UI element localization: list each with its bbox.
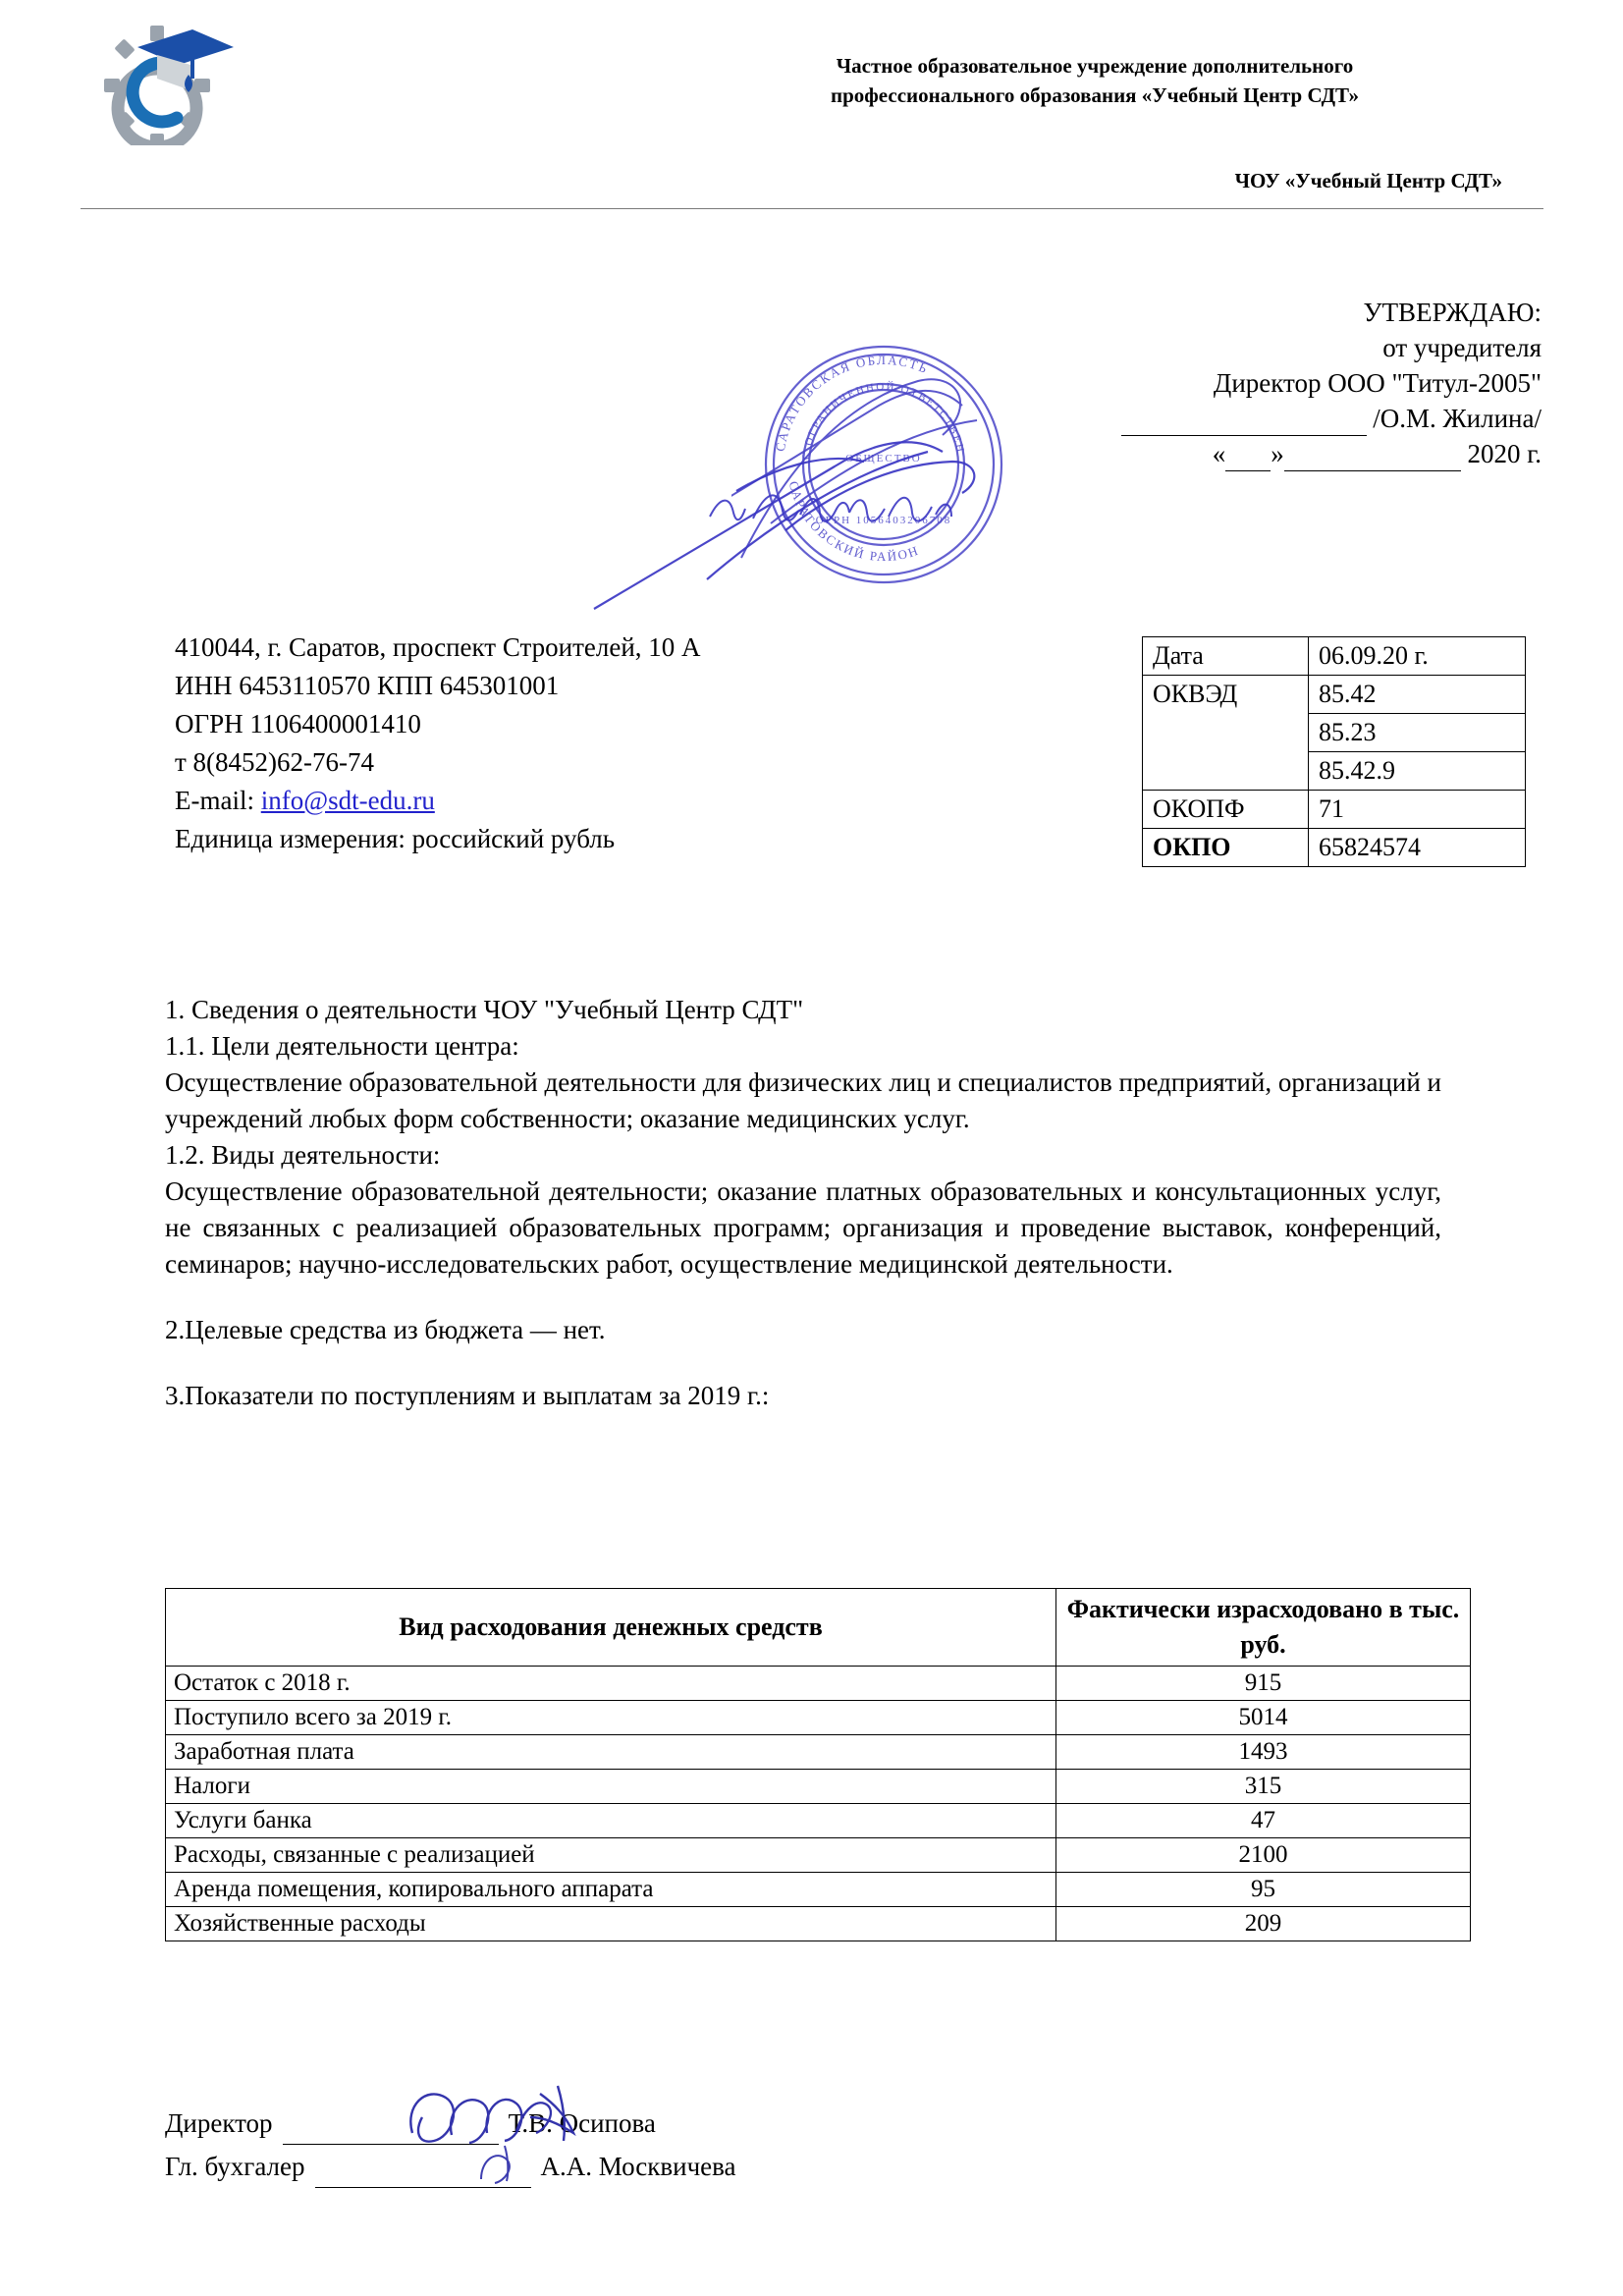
address-line2: ИНН 6453110570 КПП 645301001 <box>175 671 560 700</box>
approval-block <box>962 295 1542 471</box>
svg-text:ОГРН 1056403206708: ОГРН 1056403206708 <box>815 515 952 526</box>
table-row <box>1143 637 1526 676</box>
expense-name: Поступило всего за 2019 г. <box>166 1701 1056 1735</box>
section-1-2-title: 1.2. Виды деятельности: <box>165 1140 441 1170</box>
svg-text:САРАТОВСКИЙ РАЙОН: САРАТОВСКИЙ РАЙОН <box>785 479 922 565</box>
okved-value-1: 85.42 <box>1309 676 1526 714</box>
expense-name: Налоги <box>166 1770 1056 1804</box>
address-line4: т 8(8452)62-76-74 <box>175 747 375 777</box>
section-1-1-title: 1.1. Цели деятельности центра: <box>165 1031 519 1061</box>
expense-amount: 47 <box>1056 1804 1471 1838</box>
table-row <box>1143 752 1526 791</box>
column-header-amount: Фактически израсходовано в тыс. руб. <box>1056 1589 1471 1667</box>
table-row <box>166 1873 1471 1907</box>
accountant-signature-line <box>315 2163 531 2188</box>
table-row <box>1143 676 1526 714</box>
section-2: 2.Целевые средства из бюджета — нет. <box>165 1315 606 1344</box>
date-month-underline <box>1284 449 1461 471</box>
date-value: 06.09.20 г. <box>1309 637 1526 676</box>
okved-value-2: 85.23 <box>1309 714 1526 752</box>
section-1-2-body: Осуществление образовательной деятельности; оказание платных образовательных и консультационных услуг, не связанных с реализацией образовательных программ; организация и проведение выставок, конференций, семинаров; научно-исследовательских работ, осуществление медицинской деятельности. <box>165 1176 1441 1279</box>
approval-title: УТВЕРЖДАЮ: <box>1363 298 1542 327</box>
header-org-line1: Частное образовательное учреждение дополнительного <box>836 54 1354 78</box>
date-quote-close: » <box>1271 439 1284 468</box>
expense-name: Хозяйственные расходы <box>166 1907 1056 1941</box>
section-1-title: 1. Сведения о деятельности ЧОУ "Учебный Центр СДТ" <box>165 995 804 1024</box>
date-day-underline <box>1225 449 1271 471</box>
table-row <box>166 1770 1471 1804</box>
document-header <box>0 0 1623 206</box>
expense-amount: 95 <box>1056 1873 1471 1907</box>
approval-signature-line <box>962 401 1542 436</box>
expense-amount: 2100 <box>1056 1838 1471 1873</box>
header-org-line2: профессионального образования «Учебный Центр СДТ» <box>831 83 1359 107</box>
accountant-name: А.А. Москвичева <box>540 2152 736 2181</box>
finance-table <box>165 1588 1471 1941</box>
email-link[interactable]: info@sdt-edu.ru <box>260 786 435 815</box>
expense-amount: 1493 <box>1056 1735 1471 1770</box>
table-header-row <box>166 1589 1471 1667</box>
column-header-expense-type: Вид расходования денежных средств <box>166 1589 1056 1667</box>
expense-amount: 209 <box>1056 1907 1471 1941</box>
expense-name: Расходы, связанные с реализацией <box>166 1838 1056 1873</box>
approval-from: от учредителя <box>1382 333 1542 362</box>
date-label: Дата <box>1143 637 1309 676</box>
header-divider <box>81 208 1543 209</box>
table-row <box>166 1907 1471 1941</box>
expense-amount: 915 <box>1056 1667 1471 1701</box>
table-row <box>1143 791 1526 829</box>
address-line3: ОГРН 1106400001410 <box>175 709 421 738</box>
address-line1: 410044, г. Саратов, проспект Строителей, 10 А <box>175 632 701 662</box>
accountant-label: Гл. бухгалер <box>165 2152 305 2181</box>
approval-signer: /О.М. Жилина/ <box>1373 404 1542 433</box>
okved-label-spacer <box>1143 714 1309 752</box>
okpo-value: 65824574 <box>1309 829 1526 867</box>
director-name: Т.В. Осипова <box>508 2108 656 2138</box>
address-email-row <box>175 782 701 820</box>
okpo-label: ОКПО <box>1143 829 1309 867</box>
header-org-full <box>687 51 1502 110</box>
okopf-label: ОКОПФ <box>1143 791 1309 829</box>
expense-amount: 5014 <box>1056 1701 1471 1735</box>
table-row <box>166 1667 1471 1701</box>
section-3: 3.Показатели по поступлениям и выплатам за 2019 г.: <box>165 1381 770 1410</box>
section-1-1-body: Осуществление образовательной деятельности для физических лиц и специалистов предприятий, организаций и учреждений любых форм собственности; оказание медицинских услуг. <box>165 1067 1441 1133</box>
expense-amount: 315 <box>1056 1770 1471 1804</box>
director-label: Директор <box>165 2108 273 2138</box>
table-row <box>1143 714 1526 752</box>
table-row <box>166 1701 1471 1735</box>
table-row <box>166 1804 1471 1838</box>
table-row <box>166 1735 1471 1770</box>
svg-text:ОБЩЕСТВО: ОБЩЕСТВО <box>845 453 922 465</box>
expense-name: Заработная плата <box>166 1735 1056 1770</box>
spacer-2 <box>165 1348 1441 1378</box>
svg-text:САРАТОВСКАЯ ОБЛАСТЬ: САРАТОВСКАЯ ОБЛАСТЬ <box>772 352 932 453</box>
accountant-signature-row <box>165 2145 736 2188</box>
table-row <box>166 1838 1471 1873</box>
table-row <box>1143 829 1526 867</box>
okopf-value: 71 <box>1309 791 1526 829</box>
okved-label: ОКВЭД <box>1143 676 1309 714</box>
signature-underline <box>1121 413 1367 436</box>
handwritten-date-text <box>702 462 977 540</box>
expense-name: Услуги банка <box>166 1804 1056 1838</box>
spacer <box>165 1283 1441 1312</box>
approval-director: Директор ООО "Титул-2005" <box>1213 368 1542 398</box>
measurement-unit: Единица измерения: российский рубль <box>175 824 616 853</box>
graduation-cap-gear-logo <box>96 18 234 145</box>
okved-value-3: 85.42.9 <box>1309 752 1526 791</box>
header-org-short: ЧОУ «Учебный Центр СДТ» <box>1234 169 1502 192</box>
codes-table <box>1142 636 1526 867</box>
handwritten-signature-director <box>589 373 1001 629</box>
signature-block <box>165 2102 736 2188</box>
document-body <box>165 992 1441 1414</box>
svg-text:С ОГРАНИЧЕННОЙ ОТВЕТСТВЕН: С ОГРАНИЧЕННОЙ ОТВЕТСТВЕН <box>800 380 967 461</box>
director-signature-row <box>165 2102 736 2145</box>
email-label: E-mail: <box>175 786 261 815</box>
approval-date-line <box>962 436 1542 471</box>
address-block <box>175 629 701 858</box>
expense-name: Остаток с 2018 г. <box>166 1667 1056 1701</box>
date-quote-open: « <box>1212 439 1226 468</box>
okved-label-spacer-2 <box>1143 752 1309 791</box>
director-signature-line <box>283 2120 499 2145</box>
approval-date-suffix: 2020 г. <box>1467 439 1542 468</box>
expense-name: Аренда помещения, копировального аппарата <box>166 1873 1056 1907</box>
